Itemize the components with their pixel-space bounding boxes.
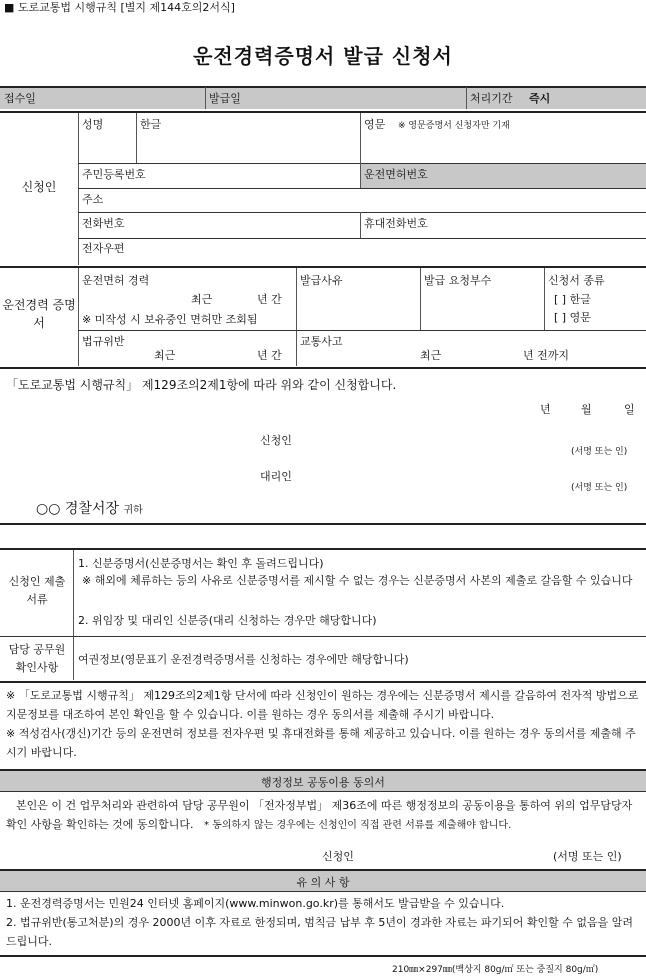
license-history-label: 운전면허 경력 [82, 274, 150, 287]
certificate-section-label: 운전경력 증명서 [2, 298, 76, 330]
consent-signer-label: 신청인 [322, 850, 354, 863]
rrn-label: 주민등록번호 [82, 168, 146, 181]
form-type-label: 신청서 종류 [548, 274, 605, 287]
doc-item-2: 2. 위임장 및 대리인 신분증(대리 신청하는 경우만 해당합니다) [78, 614, 377, 627]
declaration-text: 「도로교통법 시행규칙」 제129조의2제1항에 따라 위와 같이 신청합니다. [6, 378, 397, 392]
submit-docs-label: 신청인 제출 서류 [8, 575, 66, 606]
korean-name-label: 한글 [140, 118, 162, 131]
history-recent: 최근 [191, 293, 213, 306]
official-check-text: 여권정보(영문표기 운전경력증명서를 신청하는 경우에만 해당합니다) [78, 653, 409, 666]
accident-label: 교통사고 [300, 335, 343, 348]
issue-reason-label: 발급사유 [300, 274, 343, 287]
violation-recent: 최근 [154, 349, 176, 362]
applicant-sign-note: (서명 또는 인) [571, 447, 628, 457]
korean-option[interactable]: [ ] 한글 [554, 293, 591, 306]
note-1: ※ 「도로교통법 시행규칙」 제129조의2제1항 단서에 따라 신청인이 원하는 경우에는 신분증명서 제시를 갈음하여 전자적 방법으로 지문정보를 대조하여 본인 확인을 할 수 있습니다. 이를 원하는 경우 동의서를 제출해 주시기 바랍니다. [6, 689, 639, 721]
accident-recent: 최근 [420, 349, 442, 362]
agent-signer-label: 대리인 [260, 470, 292, 483]
issue-date-label: 발급일 [209, 92, 241, 105]
address-label: 주소 [82, 193, 104, 206]
doc-item-1: 1. 신분증명서(신분증명서는 확인 후 돌려드립니다) [78, 557, 324, 570]
consent-sign-note: (서명 또는 인) [553, 850, 622, 863]
note-2: ※ 적성검사(갱신)기간 등의 운전면허 정보를 전자우편 및 휴대전화를 통해 제공하고 있습니다. 이를 원하는 경우 동의서를 제출해 주시기 바랍니다. [6, 727, 636, 759]
accident-until: 년 전까지 [523, 349, 570, 362]
caution-heading: 유 의 사 항 [296, 876, 350, 889]
english-option[interactable]: [ ] 영문 [554, 311, 591, 324]
page-title: 운전경력증명서 발급 신청서 [193, 44, 453, 68]
email-label: 전자우편 [82, 242, 125, 255]
doc-item-1-note: ※ 해외에 체류하는 등의 사유로 신분증명서를 제시할 수 없는 경우는 신분증명서 사본의 제출로 갈음할 수 있습니다 [82, 574, 633, 587]
history-years: 년 간 [257, 293, 282, 306]
consent-body: 본인은 이 건 업무처리와 관련하여 담당 공무원이 「전자정부법」 제36조에 따른 행정정보의 공동이용을 통하여 위의 업무담당자 확인 사항을 확인하는 것에 동의합니다. * 동의하지 않는 경우에는 신청인이 직접 관련 서류를 제출해야 합니다. [6, 799, 633, 831]
form-reference: ■ 도로교통법 시행규칙 [별지 제144호의2서식] [4, 1, 235, 14]
paper-spec-footer: 210㎜×297㎜(백상지 80g/㎡ 또는 중질지 80g/㎡) [392, 965, 599, 975]
agent-sign-note: (서명 또는 인) [571, 483, 628, 493]
license-number-label: 운전면허번호 [364, 168, 428, 181]
applicant-signer-label: 신청인 [260, 434, 292, 447]
mobile-label: 휴대전화번호 [364, 217, 428, 230]
processing-period-label: 처리기간 [470, 92, 513, 105]
consent-heading: 행정정보 공동이용 동의서 [261, 776, 385, 789]
addressee: ○○ 경찰서장 귀하 [36, 501, 143, 517]
english-name-label: 영문 [364, 118, 386, 131]
date-day: 일 [624, 403, 635, 416]
date-month: 월 [581, 403, 592, 416]
caution-item-2: 2. 법규위반(통고처분)의 경우 2000년 이후 자료로 한정되며, 범칙금 납부 후 5년이 경과한 자료는 파기되어 확인할 수 없음을 알려드립니다. [6, 916, 634, 948]
caution-item-1: 1. 운전경력증명서는 민원24 인터넷 홈페이지(www.minwon.go.kr)를 통해서도 발급받을 수 있습니다. [6, 897, 505, 910]
receipt-date-label: 접수일 [4, 92, 36, 105]
english-name-note: ※ 영문증명서 신청자만 기재 [398, 121, 510, 131]
unowned-note: ※ 미작성 시 보유중인 면허만 조회됨 [82, 313, 258, 326]
applicant-section-label: 신청인 [21, 180, 57, 194]
violation-years: 년 간 [257, 349, 282, 362]
date-year: 년 [540, 403, 551, 416]
copies-label: 발급 요청부수 [424, 274, 492, 287]
processing-period-value: 즉시 [529, 92, 551, 105]
name-label: 성명 [82, 118, 104, 131]
phone-label: 전화번호 [82, 217, 125, 230]
official-check-label: 담당 공무원 확인사항 [8, 643, 66, 674]
violation-label: 법규위반 [82, 335, 125, 348]
